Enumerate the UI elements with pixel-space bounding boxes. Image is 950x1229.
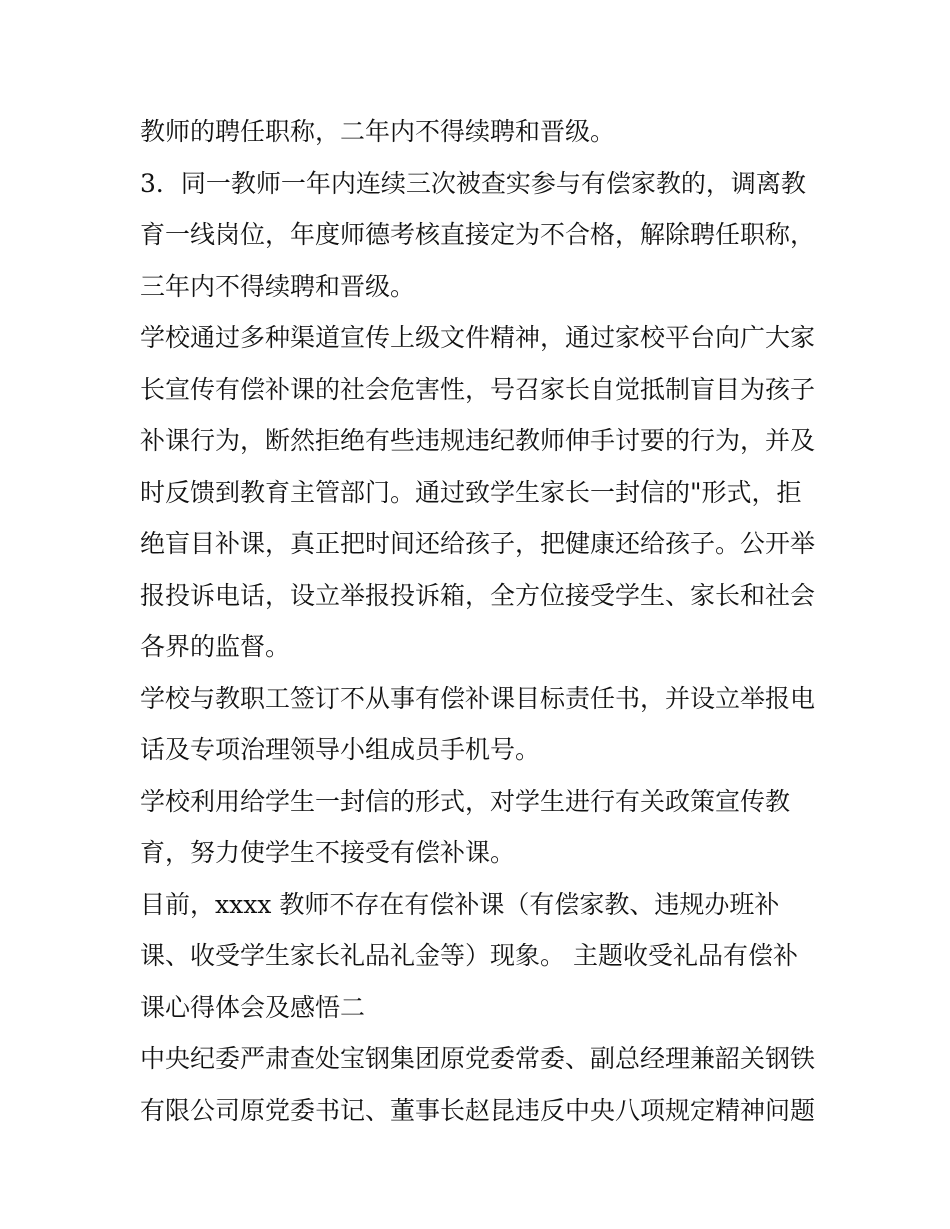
text-line: 有限公司原党委书记、董事长赵昆违反中央八项规定精神问题 (140, 1095, 816, 1125)
text-line: 课心得体会及感悟二 (140, 992, 366, 1022)
text-line: 各界的监督。 (140, 632, 291, 661)
text-line: 长宣传有偿补课的社会危害性，号召家长自觉抵制盲目为孩子 (140, 374, 816, 404)
text-line: 目前，xxxx 教师不存在有偿补课（有偿家教、违规办班补 (140, 889, 780, 919)
text-line: 3．同一教师一年内连续三次被查实参与有偿家教的，调离教 (140, 168, 806, 198)
text-line: 话及专项治理领导小组成员手机号。 (140, 735, 541, 764)
text-line: 学校利用给学生一封信的形式，对学生进行有关政策宣传教 (140, 786, 791, 816)
text-line: 教师的聘任职称，二年内不得续聘和晋级。 (140, 117, 616, 146)
text-line: 补课行为，断然拒绝有些违规违纪教师伸手讨要的行为，并及 (140, 426, 816, 455)
text-line: 育，努力使学生不接受有偿补课。 (140, 838, 516, 867)
text-line: 时反馈到教育主管部门。通过致学生家长一封信的"形式，拒 (140, 477, 802, 507)
text-line: 报投诉电话，设立举报投诉箱，全方位接受学生、家长和社会 (140, 580, 816, 610)
text-line: 中央纪委严肃查处宝钢集团原党委常委、副总经理兼韶关钢铁 (140, 1044, 816, 1073)
text-line: 育一线岗位，年度师德考核直接定为不合格，解除聘任职称， (140, 220, 816, 249)
text-line: 学校通过多种渠道宣传上级文件精神，通过家校平台向广大家 (140, 323, 816, 352)
text-line: 学校与教职工签订不从事有偿补课目标责任书，并设立举报电 (140, 683, 816, 713)
text-line: 课、收受学生家长礼品礼金等）现象。 主题收受礼品有偿补 (140, 941, 798, 970)
text-line: 三年内不得续聘和晋级。 (140, 271, 416, 301)
body-text (140, 106, 820, 1136)
text-line: 绝盲目补课，真正把时间还给孩子，把健康还给孩子。公开举 (140, 529, 816, 558)
